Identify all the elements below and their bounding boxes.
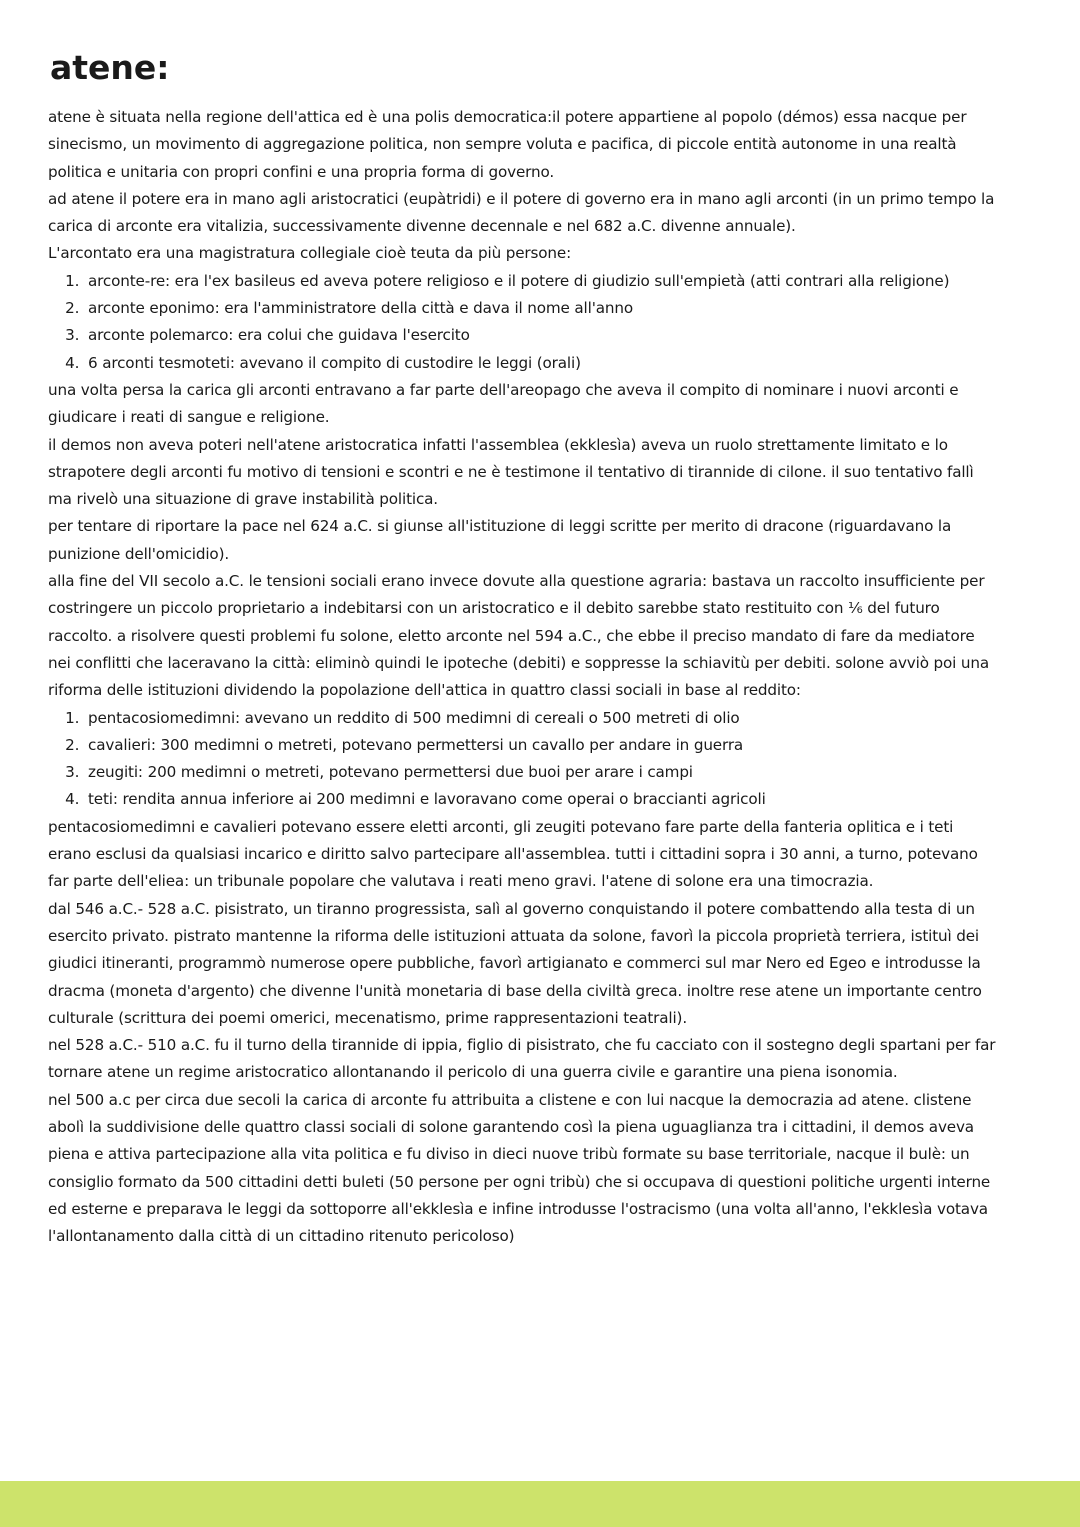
list-item: 4. 6 arconti tesmoteti: avevano il compito di custodire le leggi (orali) <box>84 350 998 377</box>
paragraph: pentacosiomedimni e cavalieri potevano essere eletti arconti, gli zeugiti potevano fare parte della fanteria oplitica e i teti erano esclusi da qualsiasi incarico e diritto salvo partecipare all'assemblea. tutti i cittadini sopra i 30 anni, a turno, potevano far parte dell'eliea: un tribunale popolare che valutava i reati meno gravi. l'atene di solone era una timocrazia. <box>48 817 978 891</box>
paragraph: alla fine del VII secolo a.C. le tensioni sociali erano invece dovute alla questione agraria: bastava un raccolto insufficiente per costringere un piccolo proprietario a indebitarsi con un aristocratico e il debito sarebbe stato restituito con ⅙ del futuro raccolto. a risolvere questi problemi fu solone, eletto arconte nel 594 a.C., che ebbe il preciso mandato di fare da mediatore nei conflitti che laceravano la città: eliminò quindi le ipoteche (debiti) e soppresse la schiavitù per debiti. solone avviò poi una riforma delle istituzioni dividendo la popolazione dell'attica in quattro classi sociali in base al reddito: <box>48 572 989 700</box>
paragraph: nel 500 a.c per circa due secoli la carica di arconte fu attribuita a clistene e con lui nacque la democrazia ad atene. clistene abolì la suddivisione delle quattro classi sociali di solone garantendo così la piena uguaglianza tra i cittadini, il demos aveva piena e attiva partecipazione alla vita politica e fu diviso in dieci nuove tribù formate su base territoriale, nacque il bulè: un consiglio formato da 500 cittadini detti buleti (50 persone per ogni tribù) che si occupava di questioni politiche urgenti interne ed esterne e preparava le leggi da sottoporre all'ekklesìa e infine introdusse l'ostracismo (una volta all'anno, l'ekklesìa votava l'allontanamento dalla città di un cittadino ritenuto pericoloso) <box>48 1090 991 1246</box>
paragraph: per tentare di riportare la pace nel 624 a.C. si giunse all'istituzione di leggi scritte per merito di dracone (riguardavano la punizione dell'omicidio). <box>48 517 952 563</box>
list-item: 3. arconte polemarco: era colui che guidava l'esercito <box>84 322 998 349</box>
list-item: 3. zeugiti: 200 medimni o metreti, potevano permettersi due buoi per arare i campi <box>84 759 998 786</box>
list-item: 2. arconte eponimo: era l'amministratore della città e dava il nome all'anno <box>84 295 998 322</box>
list-item: 1. pentacosiomedimni: avevano un reddito di 500 medimni di cereali o 500 metreti di olio <box>84 705 998 732</box>
paragraph: atene è situata nella regione dell'attica ed è una polis democratica:il potere appartiene al popolo (démos) essa nacque per sinecismo, un movimento di aggregazione politica, non sempre voluta e pacifica, di piccole entità autonome in una realtà politica e unitaria con propri confini e una propria forma di governo. <box>48 108 967 181</box>
paragraph: il demos non aveva poteri nell'atene aristocratica infatti l'assemblea (ekklesìa) aveva un ruolo strettamente limitato e lo strapotere degli arconti fu motivo di tensioni e scontri e ne è testimone il tentativo di tirannide di cilone. il suo tentativo fallì ma rivelò una situazione di grave instabilità politica. <box>48 435 974 509</box>
document-body <box>48 104 998 1250</box>
list-item: 4. teti: rendita annua inferiore ai 200 medimni e lavoravano come operai o braccianti agricoli <box>84 786 998 813</box>
footer-band <box>0 1481 1080 1527</box>
paragraph: dal 546 a.C.- 528 a.C. pisistrato, un tiranno progressista, salì al governo conquistando il potere combattendo alla testa di un esercito privato. pistrato mantenne la riforma delle istituzioni attuata da solone, favorì la piccola proprietà terriera, istituì dei giudici itineranti, programmò numerose opere pubbliche, favorì artigianato e commerci sul mar Nero ed Egeo e introdusse la dracma (moneta d'argento) che divenne l'unità monetaria di base della civiltà greca. inoltre rese atene un importante centro culturale (scrittura dei poemi omerici, mecenatismo, prime rappresentazioni teatrali). <box>48 899 982 1027</box>
list-item: 2. cavalieri: 300 medimni o metreti, potevano permettersi un cavallo per andare in guerra <box>84 732 998 759</box>
arconti-list <box>48 268 998 377</box>
page-title: atene: <box>50 48 170 87</box>
document-page <box>48 48 998 1250</box>
list-item: 1. arconte-re: era l'ex basileus ed aveva potere religioso e il potere di giudizio sull'empietà (atti contrari alla religione) <box>84 268 998 295</box>
paragraph: L'arcontato era una magistratura collegiale cioè teuta da più persone: <box>48 244 572 263</box>
paragraph: una volta persa la carica gli arconti entravano a far parte dell'areopago che aveva il compito di nominare i nuovi arconti e giudicare i reati di sangue e religione. <box>48 380 959 427</box>
paragraph: nel 528 a.C.- 510 a.C. fu il turno della tirannide di ippia, figlio di pisistrato, che fu cacciato con il sostegno degli spartani per far tornare atene un regime aristocratico allontanando il pericolo di una guerra civile e garantire una piena isonomia. <box>48 1036 996 1082</box>
classi-sociali-list <box>48 705 998 814</box>
paragraph: ad atene il potere era in mano agli aristocratici (eupàtridi) e il potere di governo era in mano agli arconti (in un primo tempo la carica di arconte era vitalizia, successivamente divenne decennale e nel 682 a.C. divenne annuale). <box>48 189 995 236</box>
